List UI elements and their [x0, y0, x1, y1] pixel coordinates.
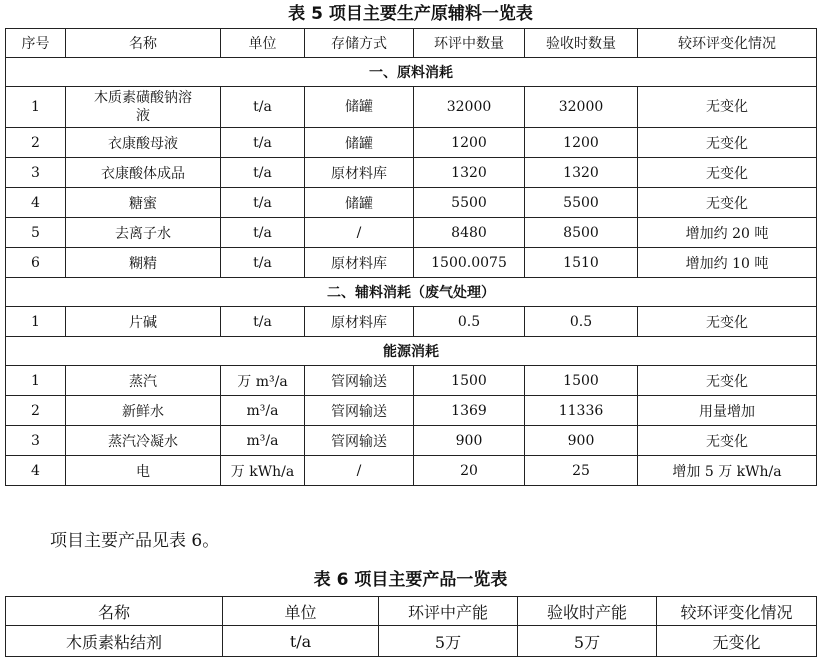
cell-name: 衣康酸体成品	[66, 158, 221, 188]
col-header-no: 序号	[6, 29, 66, 58]
cell-name: 木质素磺酸钠溶液	[66, 87, 221, 128]
cell-name: 糖蜜	[66, 188, 221, 218]
table-row	[6, 307, 817, 337]
cell-change: 无变化	[638, 128, 817, 158]
table-row	[6, 396, 817, 426]
table5-title: 表 5 项目主要生产原辅料一览表	[288, 4, 533, 24]
cell-no: 2	[6, 396, 66, 426]
cell-name: 衣康酸母液	[66, 128, 221, 158]
cell-name: 新鲜水	[66, 396, 221, 426]
cell-name: 糊精	[66, 248, 221, 278]
col-header-unit: 单位	[223, 597, 379, 626]
cell-eia-qty: 32000	[414, 87, 525, 128]
col-header-unit: 单位	[221, 29, 305, 58]
cell-unit: t/a	[223, 626, 379, 657]
cell-change: 无变化	[638, 426, 817, 456]
cell-storage: 原材料库	[305, 158, 414, 188]
cell-no: 6	[6, 248, 66, 278]
cell-change: 无变化	[638, 366, 817, 396]
cell-unit: t/a	[221, 218, 305, 248]
section-row	[6, 278, 817, 307]
cell-no: 2	[6, 128, 66, 158]
cell-acceptance-qty: 11336	[525, 396, 638, 426]
col-header-change: 较环评变化情况	[638, 29, 817, 58]
cell-storage: 管网输送	[305, 426, 414, 456]
cell-change: 增加约 10 吨	[638, 248, 817, 278]
cell-change: 无变化	[638, 158, 817, 188]
cell-change: 无变化	[638, 87, 817, 128]
cell-acceptance-qty: 1200	[525, 128, 638, 158]
col-header-acceptance-qty: 验收时数量	[525, 29, 638, 58]
cell-storage: /	[305, 218, 414, 248]
cell-eia-qty: 1320	[414, 158, 525, 188]
cell-no: 4	[6, 188, 66, 218]
cell-storage: 原材料库	[305, 307, 414, 337]
table6-title: 表 6 项目主要产品一览表	[313, 570, 508, 590]
cell-eia-qty: 8480	[414, 218, 525, 248]
col-header-acceptance-capacity: 验收时产能	[518, 597, 657, 626]
cell-storage: 储罐	[305, 128, 414, 158]
raw-materials-table	[5, 28, 817, 486]
cell-name: 蒸汽冷凝水	[66, 426, 221, 456]
table-row	[6, 87, 817, 128]
products-table	[5, 596, 817, 657]
cell-no: 1	[6, 87, 66, 128]
cell-storage: 储罐	[305, 188, 414, 218]
cell-change: 增加 5 万 kWh/a	[638, 456, 817, 486]
cell-unit: t/a	[221, 158, 305, 188]
section-row	[6, 337, 817, 366]
cell-no: 3	[6, 158, 66, 188]
cell-unit: 万 kWh/a	[221, 456, 305, 486]
cell-storage: 储罐	[305, 87, 414, 128]
cell-eia-qty: 1500.0075	[414, 248, 525, 278]
cell-acceptance-qty: 1510	[525, 248, 638, 278]
section-title: 能源消耗	[6, 337, 817, 366]
cell-eia-qty: 1500	[414, 366, 525, 396]
cell-no: 1	[6, 307, 66, 337]
cell-no: 1	[6, 366, 66, 396]
cell-unit: 万 m³/a	[221, 366, 305, 396]
table-row	[6, 626, 817, 657]
cell-acceptance-qty: 32000	[525, 87, 638, 128]
cell-acceptance-qty: 900	[525, 426, 638, 456]
table-row	[6, 248, 817, 278]
cell-eia-qty: 1369	[414, 396, 525, 426]
cell-name: 蒸汽	[66, 366, 221, 396]
cell-storage: 管网输送	[305, 366, 414, 396]
cell-eia-qty: 900	[414, 426, 525, 456]
col-header-eia-qty: 环评中数量	[414, 29, 525, 58]
cell-acceptance-qty: 25	[525, 456, 638, 486]
cell-unit: t/a	[221, 128, 305, 158]
table5-header-row	[6, 29, 817, 58]
cell-change: 增加约 20 吨	[638, 218, 817, 248]
table-row	[6, 366, 817, 396]
cell-name: 木质素粘结剂	[6, 626, 223, 657]
cell-acceptance-qty: 5500	[525, 188, 638, 218]
cell-storage: /	[305, 456, 414, 486]
table6-header-row	[6, 597, 817, 626]
table-row	[6, 426, 817, 456]
cell-eia-capacity: 5万	[379, 626, 518, 657]
cell-eia-qty: 1200	[414, 128, 525, 158]
col-header-eia-capacity: 环评中产能	[379, 597, 518, 626]
table-row	[6, 218, 817, 248]
table-row	[6, 128, 817, 158]
cell-name: 去离子水	[66, 218, 221, 248]
cell-acceptance-capacity: 5万	[518, 626, 657, 657]
cell-no: 4	[6, 456, 66, 486]
cell-unit: m³/a	[221, 396, 305, 426]
col-header-change: 较环评变化情况	[657, 597, 817, 626]
cell-eia-qty: 20	[414, 456, 525, 486]
cell-storage: 原材料库	[305, 248, 414, 278]
table6-reference-note: 项目主要产品见表 6。	[50, 531, 220, 551]
section-row	[6, 58, 817, 87]
cell-change: 用量增加	[638, 396, 817, 426]
cell-name: 电	[66, 456, 221, 486]
cell-unit: t/a	[221, 307, 305, 337]
cell-acceptance-qty: 8500	[525, 218, 638, 248]
cell-acceptance-qty: 0.5	[525, 307, 638, 337]
cell-unit: t/a	[221, 248, 305, 278]
table-row	[6, 456, 817, 486]
cell-acceptance-qty: 1320	[525, 158, 638, 188]
cell-unit: m³/a	[221, 426, 305, 456]
col-header-storage: 存储方式	[305, 29, 414, 58]
table-row	[6, 158, 817, 188]
cell-eia-qty: 0.5	[414, 307, 525, 337]
col-header-name: 名称	[6, 597, 223, 626]
cell-unit: t/a	[221, 188, 305, 218]
cell-eia-qty: 5500	[414, 188, 525, 218]
cell-unit: t/a	[221, 87, 305, 128]
section-title: 一、原料消耗	[6, 58, 817, 87]
cell-no: 3	[6, 426, 66, 456]
cell-storage: 管网输送	[305, 396, 414, 426]
cell-change: 无变化	[638, 188, 817, 218]
section-title: 二、辅料消耗（废气处理）	[6, 278, 817, 307]
table-row	[6, 188, 817, 218]
cell-no: 5	[6, 218, 66, 248]
cell-acceptance-qty: 1500	[525, 366, 638, 396]
cell-change: 无变化	[657, 626, 817, 657]
col-header-name: 名称	[66, 29, 221, 58]
cell-name: 片碱	[66, 307, 221, 337]
cell-change: 无变化	[638, 307, 817, 337]
